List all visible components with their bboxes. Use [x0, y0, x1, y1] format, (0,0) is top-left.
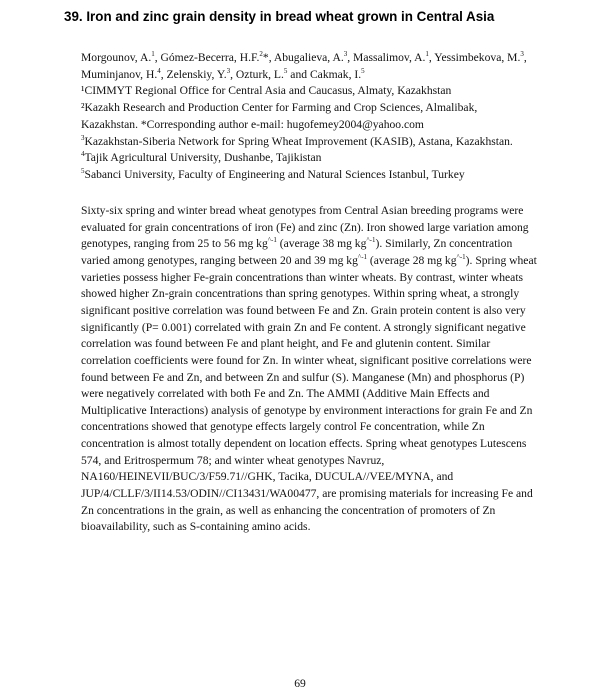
abstract-line: were negatively correlated with both Fe and Zn. The AMMI (Additive Main Effects and	[81, 387, 490, 401]
author-line: ²Kazakh Research and Production Center for Farming and Crop Sciences, Almalibak,	[81, 101, 478, 115]
abstract-line: genotypes, ranging from 25 to 56 mg $kg^{\^{}-1}$ (average 38 mg $kg^{\^{}-1}$). Similarly, Zn concentration	[81, 236, 513, 251]
author-line: Muminjanov, H.$^4$, Zelenskiy, Y.$^3$, Ozturk, L.$^5$ and Cakmak, I.$^5$	[81, 66, 365, 81]
superscript: ^-1	[366, 236, 376, 245]
author-line: $^5$Sabanci University, Faculty of Engineering and Natural Sciences Istanbul, Turkey	[81, 166, 465, 181]
abstract-line: NA160/HEINEVII/BUC/3/F59.71//GHK, Tacika, DUCULA//VEE/MYNA, and	[81, 470, 454, 484]
superscript: 5	[361, 66, 365, 75]
superscript: 3	[226, 66, 231, 75]
abstract-line: Sixty-six spring and winter bread wheat genotypes from Central Asian breeding programs were	[81, 204, 524, 217]
superscript: ^-1	[267, 236, 277, 245]
abstract-line: 574, and Eritrospermum 78; and winter wheat genotypes Navruz,	[81, 453, 385, 467]
abstract-line: showed higher Zn-grain concentrations than spring genotypes. Within spring wheat, a strongly	[81, 287, 520, 301]
superscript: 1	[425, 50, 429, 58]
abstract-line: correlation coefficients were found for Zn. In winter wheat, significant positive correlations were	[81, 353, 532, 367]
author-line: Morgounov, A.$^1$, Gómez-Becerra, H.F.$^2$*, Abugalieva, A.$^3$, Massalimov, A.$^1$, Yessimbekova, M.$^3$,	[81, 50, 527, 64]
abstract-line: concentrations showed that genotype effects largely control Fe concentration, while Zn	[81, 420, 485, 434]
abstract-line: varieties possess higher Fe-grain concentrations than winter wheats. By contrast, winter wheats	[81, 270, 524, 284]
superscript: ^-1	[456, 252, 466, 261]
superscript: 4	[81, 150, 85, 159]
author-line: $^4$Tajik Agricultural University, Dushanbe, Tajikistan	[81, 150, 322, 165]
abstract-line: significantly (P= 0.001) correlated with grain Zn and Fe content. A strongly significant negative	[81, 320, 526, 334]
superscript: 3	[520, 50, 524, 58]
superscript: 5	[283, 66, 288, 75]
abstract-line: Zn concentrations in the grain, as well as enhancing the concentration of promoters of Zn	[81, 503, 496, 517]
superscript: 5	[81, 166, 85, 175]
author-line: $^3$Kazakhstan-Siberia Network for Spring Wheat Improvement (KASIB), Astana, Kazakhstan.	[81, 133, 513, 148]
abstract-line: evaluated for grain concentrations of iron (Fe) and zinc (Zn). Iron showed large variation among	[81, 220, 529, 234]
superscript: 2	[259, 50, 263, 58]
superscript: 4	[157, 66, 161, 75]
superscript: 1	[151, 50, 155, 58]
author-line: ¹CIMMYT Regional Office for Central Asia and Caucasus, Almaty, Kazakhstan	[81, 84, 452, 98]
page-title: 39. Iron and zinc grain density in bread wheat grown in Central Asia	[64, 9, 495, 24]
abstract-line: correlation was found between Fe and plant height, and Fe and glutenin content. Similar	[81, 337, 491, 351]
superscript: 3	[81, 133, 85, 142]
abstract-line: JUP/4/CLLF/3/II14.53/ODIN//CI13431/WA00477, are promising materials for increasing Fe and	[81, 487, 533, 501]
page-number: 69	[294, 677, 306, 690]
abstract-line: significant positive correlation was found between Fe and Zn. Grain protein content is also very	[81, 303, 526, 317]
abstract-line: found between Fe and Zn, and between Zn and sulfur (S). Manganese (Mn) and phosphorus (P)	[81, 370, 525, 384]
abstract-line: bioavailability, such as S-containing amino acids.	[81, 520, 311, 534]
abstract-line: Multiplicative Interactions) analysis of genotype by environment interactions for grain Fe and Zn	[81, 403, 533, 417]
abstract-line: varied among genotypes, ranging between 20 and 39 mg $kg^{\^{}-1}$ (average 28 mg $kg^{\^{}-1}$). Spring wheat	[81, 252, 537, 267]
abstract-line: concentration is almost totally dependent on location effects. Spring wheat genotypes Lutescens	[81, 437, 527, 451]
author-line: Kazakhstan. *Corresponding author e-mail: hugofemey2004@yahoo.com	[81, 117, 424, 131]
superscript: 3	[343, 50, 348, 58]
superscript: ^-1	[357, 252, 368, 261]
